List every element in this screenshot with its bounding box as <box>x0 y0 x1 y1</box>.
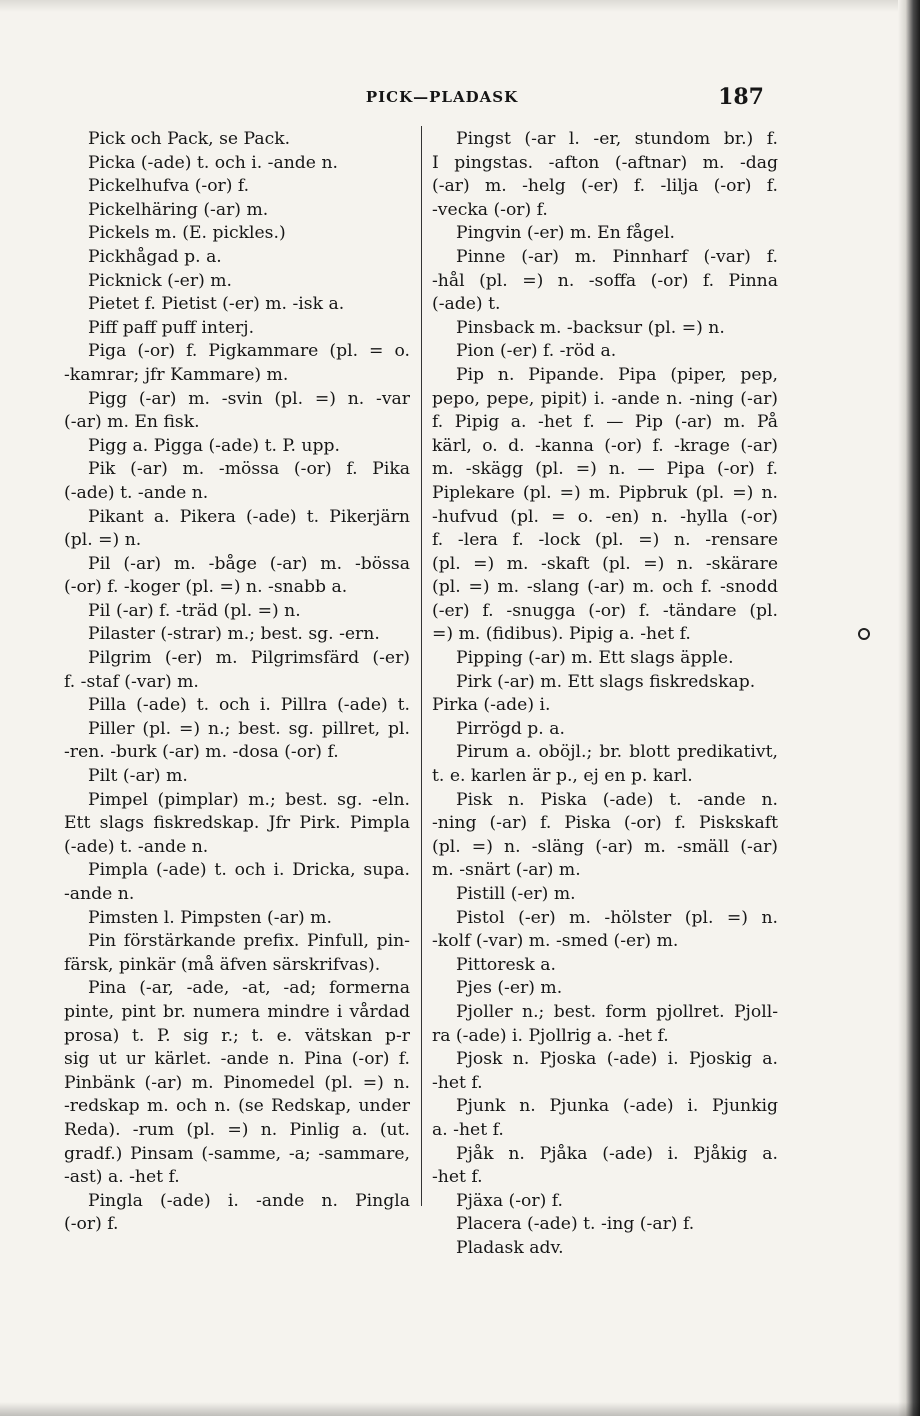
dictionary-line: Pina (-ar, -ade, -at, -ad; formerna <box>88 978 410 999</box>
dictionary-line: Pickelhäring (-ar) m. <box>88 199 269 220</box>
dictionary-line: Pisk n. Piska (-ade) t. -ande n. <box>456 789 778 810</box>
dictionary-line: Piga (-or) f. Pigkammare (pl. = o. <box>88 341 410 362</box>
dictionary-line: m. -snärt (-ar) m. <box>432 860 581 881</box>
dictionary-line: -ning (-ar) f. Piska (-or) f. Piskskaft <box>432 813 778 834</box>
running-head: PICK—PLADASK <box>365 88 519 106</box>
dictionary-line: Pick och Pack, se Pack. <box>88 129 291 149</box>
dictionary-line: (pl. =) n. <box>64 530 142 551</box>
dictionary-line: -ast) a. -het f. <box>64 1167 180 1188</box>
dictionary-line: -het f. <box>432 1167 483 1188</box>
dictionary-line: pepo, pepe, pipit) i. -ande n. -ning (-ar) <box>432 388 778 409</box>
dictionary-line: Pinne (-ar) m. Pinnharf (-var) f. <box>456 246 778 267</box>
dictionary-line: Pigg (-ar) m. -svin (pl. =) n. -var <box>88 388 410 409</box>
dictionary-line: Pigg a. Pigga (-ade) t. P. upp. <box>88 435 340 456</box>
dictionary-line: Pirka (-ade) i. <box>432 695 551 716</box>
left-column <box>64 128 410 1237</box>
dictionary-line: Picka (-ade) t. och i. -ande n. <box>88 152 338 173</box>
dictionary-line: Placera (-ade) t. -ing (-ar) f. <box>456 1214 695 1235</box>
dictionary-line: Pimpla (-ade) t. och i. Dricka, supa. <box>88 860 410 881</box>
page-bottom-edge <box>0 1402 920 1416</box>
dictionary-line: Pistol (-er) m. -hölster (pl. =) n. <box>456 907 778 928</box>
book-spine-edge <box>898 0 920 1416</box>
dictionary-line: Pipping (-ar) m. Ett slags äpple. <box>456 648 734 669</box>
dictionary-line: Pirk (-ar) m. Ett slags fiskredskap. <box>456 671 756 692</box>
dictionary-line: Pjosk n. Pjoska (-ade) i. Pjoskig a. <box>456 1049 778 1070</box>
page-top-shadow <box>0 0 920 12</box>
dictionary-line: Piplekare (pl. =) m. Pipbruk (pl. =) n. <box>432 482 778 503</box>
dictionary-line: Pinsback m. -backsur (pl. =) n. <box>456 317 725 338</box>
dictionary-line: -kamrar; jfr Kammare) m. <box>64 364 289 385</box>
dictionary-line: Picknick (-er) m. <box>88 270 233 291</box>
dictionary-line: kärl, o. d. -kanna (-or) f. -krage (-ar) <box>432 435 778 456</box>
dictionary-line: pinte, pint br. numera mindre i vårdad <box>64 1001 410 1022</box>
dictionary-line: Pingvin (-er) m. En fågel. <box>456 223 675 244</box>
dictionary-line: Pikant a. Pikera (-ade) t. Pikerjärn <box>88 506 410 527</box>
dictionary-line: Piff paff puff interj. <box>88 317 255 338</box>
dictionary-line: Pingla (-ade) i. -ande n. Pingla <box>88 1190 410 1211</box>
dictionary-line: (-ade) t. -ande n. <box>64 836 209 857</box>
dictionary-line: ra (-ade) i. Pjollrig a. -het f. <box>432 1025 669 1046</box>
dictionary-line: -hål (pl. =) n. -soffa (-or) f. Pinna <box>432 270 778 291</box>
dictionary-line: -vecka (-or) f. <box>432 199 548 220</box>
dictionary-line: a. -het f. <box>432 1119 504 1140</box>
page-number: 187 <box>718 84 764 110</box>
dictionary-line: (pl. =) m. -slang (-ar) m. och f. -snodd <box>432 577 778 598</box>
dictionary-line: Pip n. Pipande. Pipa (piper, pep, <box>456 364 778 385</box>
dictionary-line: (-or) f. -koger (pl. =) n. -snabb a. <box>64 577 348 598</box>
dictionary-line: (-ar) m. -helg (-er) f. -lilja (-or) f. <box>432 176 778 197</box>
dictionary-line: I pingstas. -afton (-aftnar) m. -dag <box>432 152 778 173</box>
dictionary-line: m. -skägg (pl. =) n. — Pipa (-or) f. <box>432 459 778 480</box>
dictionary-line: Pjäxa (-or) f. <box>456 1190 564 1211</box>
margin-mark <box>858 628 870 640</box>
dictionary-line: Pietet f. Pietist (-er) m. -isk a. <box>88 294 345 315</box>
dictionary-line: -ande n. <box>64 884 135 904</box>
dictionary-line: Pilla (-ade) t. och i. Pillra (-ade) t. <box>88 695 410 716</box>
dictionary-line: gradf.) Pinsam (-samme, -a; -sammare, <box>64 1143 410 1164</box>
dictionary-line: Pickhågad p. a. <box>88 246 222 267</box>
dictionary-line: (pl. =) m. -skaft (pl. =) n. -skärare <box>432 553 778 574</box>
dictionary-line: färsk, pinkär (må äfven särskrifvas). <box>64 954 381 975</box>
dictionary-line: prosa) t. P. sig r.; t. e. vätskan p-r <box>64 1025 410 1046</box>
dictionary-line: t. e. karlen är p., ej en p. karl. <box>432 766 693 787</box>
dictionary-line: Pjunk n. Pjunka (-ade) i. Pjunkig <box>456 1096 778 1117</box>
column-divider <box>421 126 422 1206</box>
dictionary-line: Pil (-ar) f. -träd (pl. =) n. <box>88 600 301 621</box>
dictionary-line: Pion (-er) f. -röd a. <box>456 341 617 362</box>
dictionary-line: =) m. (fidibus). Pipig a. -het f. <box>432 624 691 645</box>
dictionary-line: Pittoresk a. <box>456 954 557 975</box>
dictionary-line: f. Pipig a. -het f. — Pip (-ar) m. På <box>432 412 778 433</box>
dictionary-line: Pimpel (pimplar) m.; best. sg. -eln. <box>88 789 410 810</box>
dictionary-line: Pin förstärkande prefix. Pinfull, pin- <box>88 931 410 952</box>
dictionary-line: Pinbänk (-ar) m. Pinomedel (pl. =) n. <box>64 1072 410 1093</box>
dictionary-line: Pjoller n.; best. form pjollret. Pjoll- <box>456 1001 778 1022</box>
dictionary-line: Pirrögd p. a. <box>456 718 565 739</box>
dictionary-line: Pilt (-ar) m. <box>88 766 188 787</box>
dictionary-line: Pilaster (-strar) m.; best. sg. -ern. <box>88 624 380 645</box>
dictionary-line: Piller (pl. =) n.; best. sg. pillret, pl. <box>88 718 410 739</box>
dictionary-line: Pik (-ar) m. -mössa (-or) f. Pika <box>88 459 410 480</box>
dictionary-line: Pirum a. oböjl.; br. blott predikativt, <box>456 742 778 763</box>
dictionary-line: -het f. <box>432 1072 483 1093</box>
dictionary-line: Pilgrim (-er) m. Pilgrimsfärd (-er) <box>88 648 410 669</box>
dictionary-line: Pjes (-er) m. <box>456 978 563 999</box>
dictionary-line: Pil (-ar) m. -båge (-ar) m. -bössa <box>88 553 410 574</box>
dictionary-line: (-ar) m. En fisk. <box>64 412 200 433</box>
dictionary-line: -ren. -burk (-ar) m. -dosa (-or) f. <box>64 742 339 763</box>
dictionary-line: Pimsten l. Pimpsten (-ar) m. <box>88 907 332 928</box>
dictionary-line: Pjåk n. Pjåka (-ade) i. Pjåkig a. <box>456 1143 778 1164</box>
dictionary-line: f. -lera f. -lock (pl. =) n. -rensare <box>432 530 778 551</box>
dictionary-line: (-er) f. -snugga (-or) f. -tändare (pl. <box>432 600 778 621</box>
dictionary-line: f. -staf (-var) m. <box>64 671 199 692</box>
dictionary-line: Ett slags fiskredskap. Jfr Pirk. Pimpla <box>64 813 410 834</box>
dictionary-line: Pladask adv. <box>456 1237 564 1258</box>
dictionary-line: (-ade) t. <box>432 294 501 315</box>
dictionary-line: Reda). -rum (pl. =) n. Pinlig a. (ut. <box>64 1119 410 1140</box>
right-column <box>432 128 778 1261</box>
dictionary-line: (-or) f. <box>64 1214 119 1235</box>
dictionary-line: sig ut ur kärlet. -ande n. Pina (-or) f. <box>64 1049 410 1070</box>
dictionary-line: -hufvud (pl. = o. -en) n. -hylla (-or) <box>432 506 778 527</box>
dictionary-line: -kolf (-var) m. -smed (-er) m. <box>432 931 679 952</box>
dictionary-line: Pistill (-er) m. <box>456 884 576 904</box>
dictionary-line: Pickelhufva (-or) f. <box>88 176 250 197</box>
dictionary-line: -redskap m. och n. (se Redskap, under <box>64 1096 410 1117</box>
dictionary-line: (-ade) t. -ande n. <box>64 482 209 503</box>
dictionary-line: Pingst (-ar l. -er, stundom br.) f. <box>456 129 778 149</box>
dictionary-line: (pl. =) n. -släng (-ar) m. -smäll (-ar) <box>432 836 778 857</box>
dictionary-line: Pickels m. (E. pickles.) <box>88 223 286 244</box>
